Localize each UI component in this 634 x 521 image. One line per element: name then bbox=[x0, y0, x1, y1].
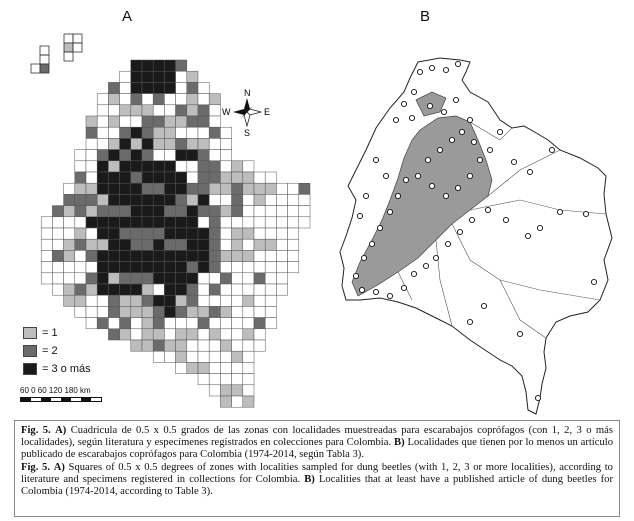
legend-label-3: = 3 o más bbox=[42, 363, 91, 375]
locality-point bbox=[455, 185, 460, 190]
locality-point bbox=[423, 263, 428, 268]
locality-point bbox=[409, 115, 414, 120]
legend-swatch-3 bbox=[23, 363, 37, 375]
legend-swatch-1 bbox=[23, 327, 37, 339]
legend-item-3 bbox=[23, 363, 91, 375]
locality-point bbox=[457, 229, 462, 234]
locality-point bbox=[467, 319, 472, 324]
locality-point bbox=[433, 255, 438, 260]
locality-point bbox=[517, 331, 522, 336]
locality-point bbox=[487, 147, 492, 152]
locality-point bbox=[459, 129, 464, 134]
scale-labels: 60 0 60 120 180 km bbox=[20, 386, 91, 395]
locality-point bbox=[449, 137, 454, 142]
legend-swatch-2 bbox=[23, 345, 37, 357]
panel-b-label: B bbox=[420, 8, 431, 25]
locality-point bbox=[429, 183, 434, 188]
locality-point bbox=[373, 157, 378, 162]
compass-e: E bbox=[264, 107, 271, 117]
compass-n: N bbox=[244, 88, 251, 98]
locality-point bbox=[393, 117, 398, 122]
locality-point bbox=[429, 65, 434, 70]
legend-label-2: = 2 bbox=[42, 345, 58, 357]
locality-point bbox=[455, 61, 460, 66]
locality-point bbox=[417, 69, 422, 74]
locality-point bbox=[359, 287, 364, 292]
locality-point bbox=[471, 139, 476, 144]
locality-point bbox=[591, 279, 596, 284]
locality-point bbox=[353, 273, 358, 278]
locality-point bbox=[469, 217, 474, 222]
locality-point bbox=[583, 211, 588, 216]
locality-point bbox=[525, 233, 530, 238]
legend-label-1: = 1 bbox=[42, 327, 58, 339]
locality-point bbox=[357, 213, 362, 218]
locality-point bbox=[511, 159, 516, 164]
locality-point bbox=[411, 89, 416, 94]
locality-point bbox=[403, 177, 408, 182]
locality-point bbox=[467, 173, 472, 178]
locality-point bbox=[383, 173, 388, 178]
locality-point bbox=[481, 303, 486, 308]
locality-point bbox=[549, 147, 554, 152]
caption-english: Fig. 5. A) Squares of 0.5 x 0.5 degrees of zones with localities sampled for dung beetles (with 1, 2, 3 or more localities), according to literature and specimens registered in collections for Colombia. B) Localities that at least have a published article of dung beetles for Colombia (1974-2014, according to Table 3). bbox=[21, 461, 613, 498]
locality-point bbox=[415, 173, 420, 178]
locality-point bbox=[387, 209, 392, 214]
locality-point bbox=[485, 207, 490, 212]
locality-point bbox=[377, 225, 382, 230]
locality-point bbox=[401, 285, 406, 290]
compass-w: W bbox=[222, 107, 231, 117]
figure-caption bbox=[14, 420, 620, 517]
legend-item-2 bbox=[23, 345, 58, 357]
locality-point bbox=[401, 101, 406, 106]
locality-point bbox=[425, 157, 430, 162]
locality-point bbox=[441, 109, 446, 114]
locality-point bbox=[497, 129, 502, 134]
compass-s: S bbox=[244, 128, 251, 138]
locality-point bbox=[443, 67, 448, 72]
locality-point bbox=[535, 395, 540, 400]
locality-point bbox=[373, 289, 378, 294]
locality-point bbox=[557, 209, 562, 214]
locality-point bbox=[445, 241, 450, 246]
locality-point bbox=[477, 157, 482, 162]
panel-a-label: A bbox=[122, 8, 133, 25]
locality-point bbox=[467, 117, 472, 122]
caption-spanish: Fig. 5. A) Cuadricula de 0.5 x 0.5 grados de las zonas con localidades muestreadas para escarabajos coprófagos (con 1, 2, 3 o más localidades), según literatura y especímenes registrados en colecciones para Colombia. B) Localidades que tienen por lo menos un artículo publicado de escarabajos coprófagos para Colombia (1974-2014, según Tabla 3). bbox=[21, 425, 613, 461]
locality-point bbox=[537, 225, 542, 230]
locality-point bbox=[411, 271, 416, 276]
locality-point bbox=[387, 293, 392, 298]
locality-point bbox=[395, 193, 400, 198]
locality-point bbox=[437, 147, 442, 152]
locality-point bbox=[527, 169, 532, 174]
scale-bar bbox=[20, 397, 102, 402]
locality-point bbox=[361, 255, 366, 260]
locality-point bbox=[443, 193, 448, 198]
locality-point bbox=[369, 241, 374, 246]
legend-item-1 bbox=[23, 327, 58, 339]
locality-point bbox=[427, 103, 432, 108]
locality-point bbox=[453, 97, 458, 102]
locality-point bbox=[363, 193, 368, 198]
locality-point bbox=[503, 217, 508, 222]
